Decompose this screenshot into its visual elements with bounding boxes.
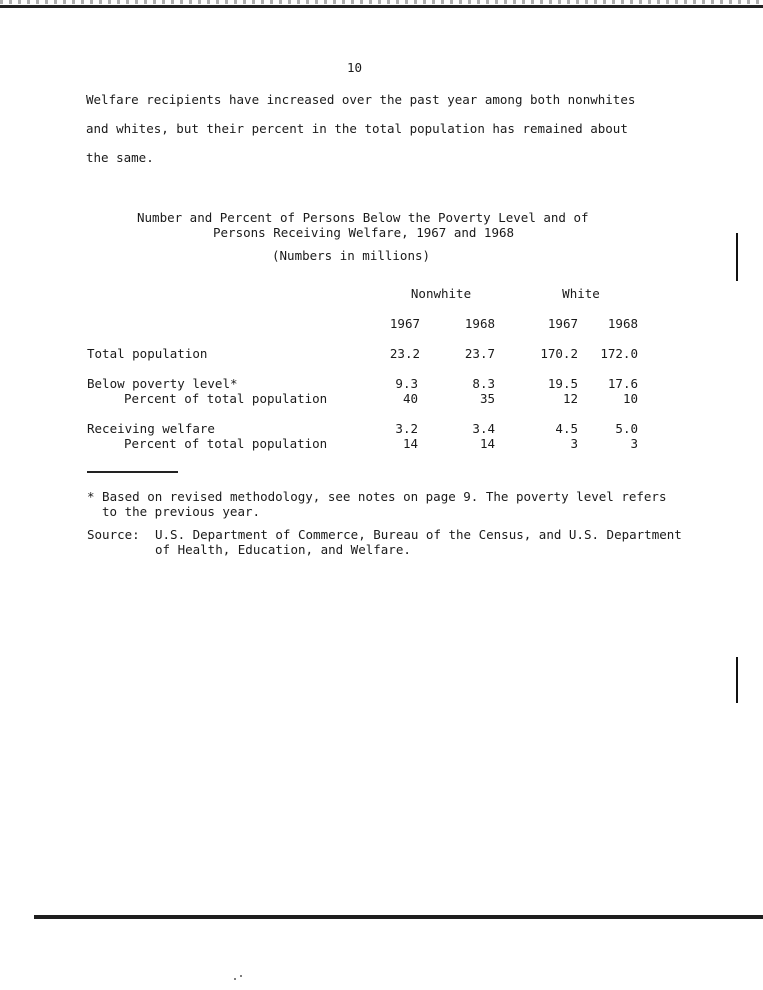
table-cell: 10 (622, 391, 638, 406)
year-white-1968: 1968 (607, 316, 638, 331)
footnote-divider (87, 471, 178, 473)
row-label-below-poverty: Below poverty level* (87, 376, 238, 391)
page-number: 10 (347, 60, 363, 75)
scan-bottom-rule (34, 915, 763, 919)
table-cell: 14 (402, 436, 418, 451)
scan-speck (234, 978, 236, 980)
intro-line-2: and whites, but their percent in the total population has remained about (86, 121, 628, 136)
row-label-welfare-percent: Percent of total population (124, 436, 328, 451)
table-cell: 17.6 (607, 376, 638, 391)
scan-speck (240, 975, 242, 977)
row-label-receiving-welfare: Receiving welfare (87, 421, 215, 436)
header-nonwhite: Nonwhite (410, 286, 472, 301)
row-label-total-population: Total population (87, 346, 208, 361)
table-cell: 3.2 (395, 421, 418, 436)
source-label: Source: (87, 527, 140, 542)
year-nonwhite-1967: 1967 (389, 316, 420, 331)
footnote-line-2: to the previous year. (102, 504, 261, 519)
table-cell: 3.4 (472, 421, 495, 436)
table-cell: 3 (630, 436, 638, 451)
year-white-1967: 1967 (547, 316, 578, 331)
table-cell: 3 (570, 436, 578, 451)
intro-paragraph (86, 85, 635, 172)
scan-top-dots (0, 0, 763, 4)
table-cell: 14 (479, 436, 495, 451)
table-subtitle: (Numbers in millions) (272, 248, 431, 263)
table-cell: 12 (562, 391, 578, 406)
margin-mark-upper (736, 233, 738, 281)
year-nonwhite-1968: 1968 (464, 316, 495, 331)
table-cell: 40 (402, 391, 418, 406)
table-cell: 35 (479, 391, 495, 406)
footnote-line-1: * Based on revised methodology, see notes on page 9. The poverty level refers (87, 489, 667, 504)
intro-line-3: the same. (86, 150, 154, 165)
table-cell: 8.3 (472, 376, 495, 391)
intro-line-1: Welfare recipients have increased over the past year among both nonwhites (86, 92, 636, 107)
table-cell: 19.5 (547, 376, 578, 391)
row-label-poverty-percent: Percent of total population (124, 391, 328, 406)
table-cell: 9.3 (395, 376, 418, 391)
table-title-line-2: Persons Receiving Welfare, 1967 and 1968 (213, 225, 515, 240)
table-title-line-1: Number and Percent of Persons Below the Poverty Level and of (137, 210, 589, 225)
table-cell: 23.2 (389, 346, 420, 361)
scan-top-rule (0, 5, 763, 8)
header-white: White (562, 286, 600, 301)
table-cell: 170.2 (540, 346, 578, 361)
margin-mark-lower (736, 657, 738, 703)
table-cell: 172.0 (600, 346, 638, 361)
table-cell: 4.5 (555, 421, 578, 436)
table-cell: 23.7 (464, 346, 495, 361)
source-line-1: U.S. Department of Commerce, Bureau of the Census, and U.S. Department (155, 527, 682, 542)
table-cell: 5.0 (615, 421, 638, 436)
source-line-2: of Health, Education, and Welfare. (155, 542, 411, 557)
